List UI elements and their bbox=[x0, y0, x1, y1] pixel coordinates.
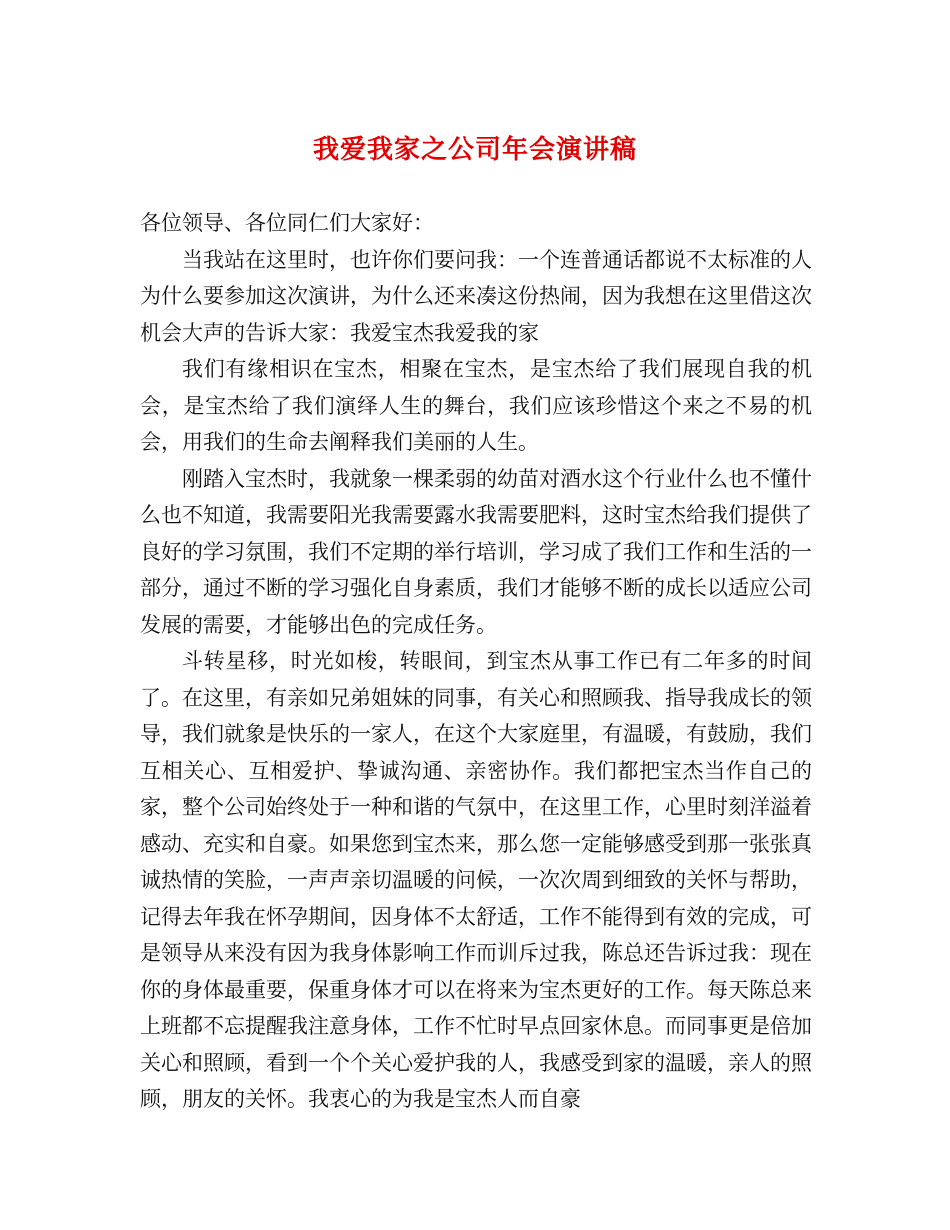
body-paragraph: 刚踏入宝杰时，我就象一棵柔弱的幼苗对酒水这个行业什么也不懂什么也不知道，我需要阳光我需要露水我需要肥料，这时宝杰给我们提供了良好的学习氛围，我们不定期的举行培训，学习成了我们工作和生活的一部分，通过不断的学习强化自身素质，我们才能够不断的成长以适应公司发展的需要，才能够出色的完成任务。 bbox=[140, 466, 812, 637]
body-paragraph: 当我站在这里时，也许你们要问我：一个连普通话都说不太标准的人为什么要参加这次演讲，为什么还来凑这份热闹，因为我想在这里借这次机会大声的告诉大家：我爱宝杰我爱我的家 bbox=[140, 247, 812, 345]
body-paragraph: 斗转星移，时光如梭，转眼间，到宝杰从事工作已有二年多的时间了。在这里，有亲如兄弟姐妹的同事，有关心和照顾我、指导我成长的领导，我们就象是快乐的一家人，在这个大家庭里，有温暖，有鼓励，我们互相关心、互相爱护、挚诚沟通、亲密协作。我们都把宝杰当作自己的家，整个公司始终处于一种和谐的气氛中，在这里工作，心里时刻洋溢着感动、充实和自豪。如果您到宝杰来，那么您一定能够感受到那一张张真诚热情的笑脸，一声声亲切温暖的问候，一次次周到细致的关怀与帮助，记得去年我在怀孕期间，因身体不太舒适，工作不能得到有效的完成，可是领导从来没有因为我身体影响工作而训斥过我，陈总还告诉过我：现在你的身体最重要，保重身体才可以在将来为宝杰更好的工作。每天陈总来上班都不忘提醒我注意身体，工作不忙时早点回家休息。而同事更是倍加关心和照顾，看到一个个关心爱护我的人，我感受到家的温暖，亲人的照顾，朋友的关怀。我衷心的为我是宝杰人而自豪 bbox=[140, 649, 812, 1111]
document-title: 我爱我家之公司年会演讲稿 bbox=[312, 135, 637, 165]
body-paragraph: 我们有缘相识在宝杰，相聚在宝杰，是宝杰给了我们展现自我的机会，是宝杰给了我们演绎人生的舞台，我们应该珍惜这个来之不易的机会，用我们的生命去阐释我们美丽的人生。 bbox=[140, 357, 812, 454]
document-body bbox=[140, 205, 812, 1118]
greeting-paragraph: 各位领导、各位同仁们大家好： bbox=[140, 211, 434, 235]
